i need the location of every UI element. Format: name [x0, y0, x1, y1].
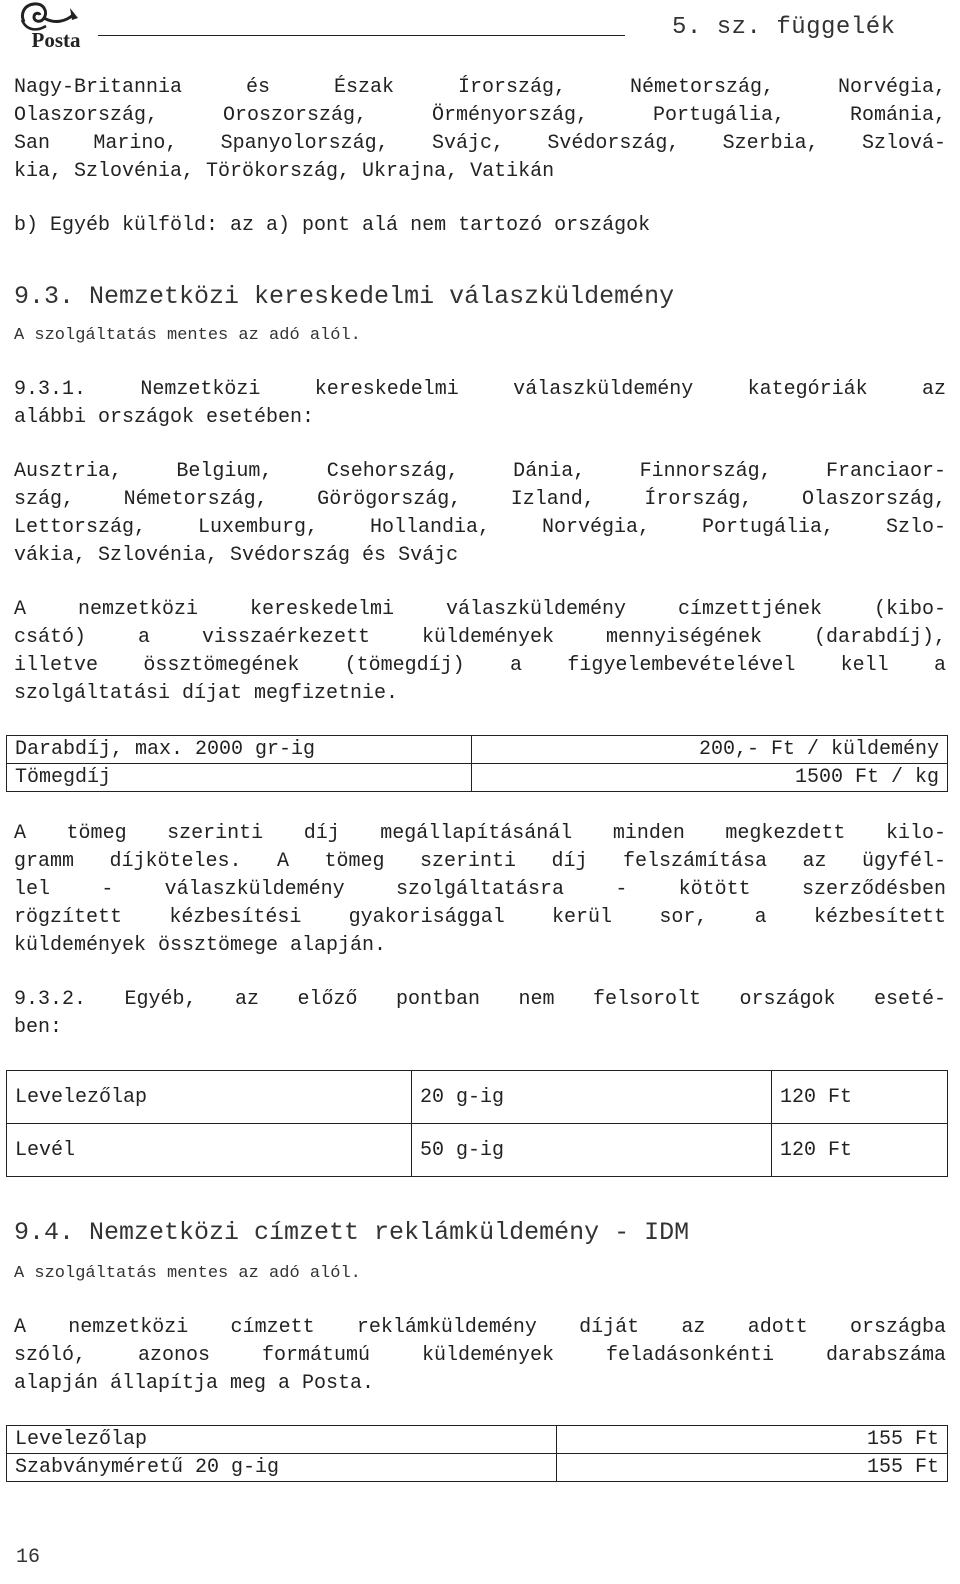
posta-logo	[14, 0, 84, 62]
text-line: 9.3.2. Egyéb, az előző pontban nem felsorolt országok eseté-	[14, 988, 946, 1011]
section-heading-9-3: 9.3. Nemzetközi kereskedelmi válaszküldemény	[14, 282, 675, 311]
header-rule	[98, 35, 625, 36]
country-list-continued	[14, 74, 946, 186]
appendix-title: 5. sz. függelék	[672, 14, 896, 41]
text-line: 9.3.1. Nemzetközi kereskedelmi válaszküldemény kategóriák az	[14, 378, 946, 401]
text-line: alábbi országok esetében:	[14, 406, 315, 429]
other-countries-table	[6, 1070, 948, 1177]
text-line: alapján állapítja meg a Posta.	[14, 1372, 375, 1395]
section-9-3-1-intro	[14, 376, 946, 432]
table-cell: Levél	[7, 1124, 412, 1177]
text-line: Lettország, Luxemburg, Hollandia, Norvégia, Portugália, Szlo-	[14, 516, 946, 539]
tax-exempt-note: A szolgáltatás mentes az adó alól.	[14, 326, 361, 345]
table-row	[7, 736, 948, 764]
text-line: szág, Németország, Görögország, Izland, Írország, Olaszország,	[14, 488, 946, 511]
text-line: A nemzetközi címzett reklámküldemény díját az adott országba	[14, 1316, 946, 1339]
table-cell: 120 Ft	[772, 1124, 948, 1177]
table-cell: Szabványméretű 20 g-ig	[7, 1454, 557, 1482]
section-heading-9-4: 9.4. Nemzetközi címzett reklámküldemény - IDM	[14, 1218, 690, 1247]
table-cell: 50 g-ig	[412, 1124, 772, 1177]
text-line: szóló, azonos formátumú küldemények feladásonkénti darabszáma	[14, 1344, 946, 1367]
table-cell: Darabdíj, max. 2000 gr-ig	[7, 736, 472, 764]
other-abroad-paragraph	[14, 212, 946, 240]
text-line: csátó) a visszaérkezett küldemények mennyiségének (darabdíj),	[14, 626, 946, 649]
text-line: vákia, Szlovénia, Svédország és Svájc	[14, 544, 459, 567]
table-cell: Tömegdíj	[7, 764, 472, 792]
text-line: rögzített kézbesítési gyakorisággal kerül sor, a kézbesített	[14, 906, 946, 929]
table-row	[7, 764, 948, 792]
section-9-3-2-intro	[14, 986, 946, 1042]
page-number: 16	[16, 1546, 41, 1569]
text-line: A tömeg szerinti díj megállapításánál minden megkezdett kilo-	[14, 822, 946, 845]
text-line: lel - válaszküldemény szolgáltatásra - kötött szerződésben	[14, 878, 946, 901]
text-line: Ausztria, Belgium, Csehország, Dánia, Finnország, Franciaor-	[14, 460, 946, 483]
table-cell: 120 Ft	[772, 1071, 948, 1124]
text-line: San Marino, Spanyolország, Svájc, Svédország, Szerbia, Szlová-	[14, 132, 946, 155]
table-cell: Levelezőlap	[7, 1426, 557, 1454]
payment-paragraph	[14, 596, 946, 708]
table-row	[7, 1124, 948, 1177]
text-line: szolgáltatási díjat megfizetnie.	[14, 682, 399, 705]
text-line: A nemzetközi kereskedelmi válaszküldemény címzettjének (kibo-	[14, 598, 946, 621]
text-line: ben:	[14, 1016, 63, 1039]
text-line: Olaszország, Oroszország, Örményország, Portugália, Románia,	[14, 104, 946, 127]
table-row	[7, 1071, 948, 1124]
text-line: küldemények össztömege alapján.	[14, 934, 387, 957]
table-cell: 155 Ft	[557, 1426, 948, 1454]
table-cell: Levelezőlap	[7, 1071, 412, 1124]
text-line: gramm díjköteles. A tömeg szerinti díj felszámítása az ügyfél-	[14, 850, 946, 873]
fee-table	[6, 735, 948, 792]
weight-fee-paragraph	[14, 820, 946, 960]
table-cell: 20 g-ig	[412, 1071, 772, 1124]
table-cell: 200,- Ft / küldemény	[472, 736, 948, 764]
table-cell: 1500 Ft / kg	[472, 764, 948, 792]
idm-price-table	[6, 1425, 948, 1482]
text-line: illetve össztömegének (tömegdíj) a figyelembevételével kell a	[14, 654, 946, 677]
eu-country-list	[14, 458, 946, 570]
table-row	[7, 1454, 948, 1482]
text-line: kia, Szlovénia, Törökország, Ukrajna, Vatikán	[14, 160, 555, 183]
table-cell: 155 Ft	[557, 1454, 948, 1482]
logo-wordmark: Posta	[31, 28, 81, 52]
idm-paragraph	[14, 1314, 946, 1398]
table-row	[7, 1426, 948, 1454]
text-line: b) Egyéb külföld: az a) pont alá nem tartozó országok	[14, 214, 651, 237]
tax-exempt-note: A szolgáltatás mentes az adó alól.	[14, 1264, 361, 1283]
text-line: Nagy-Britannia és Észak Írország, Németország, Norvégia,	[14, 76, 946, 99]
